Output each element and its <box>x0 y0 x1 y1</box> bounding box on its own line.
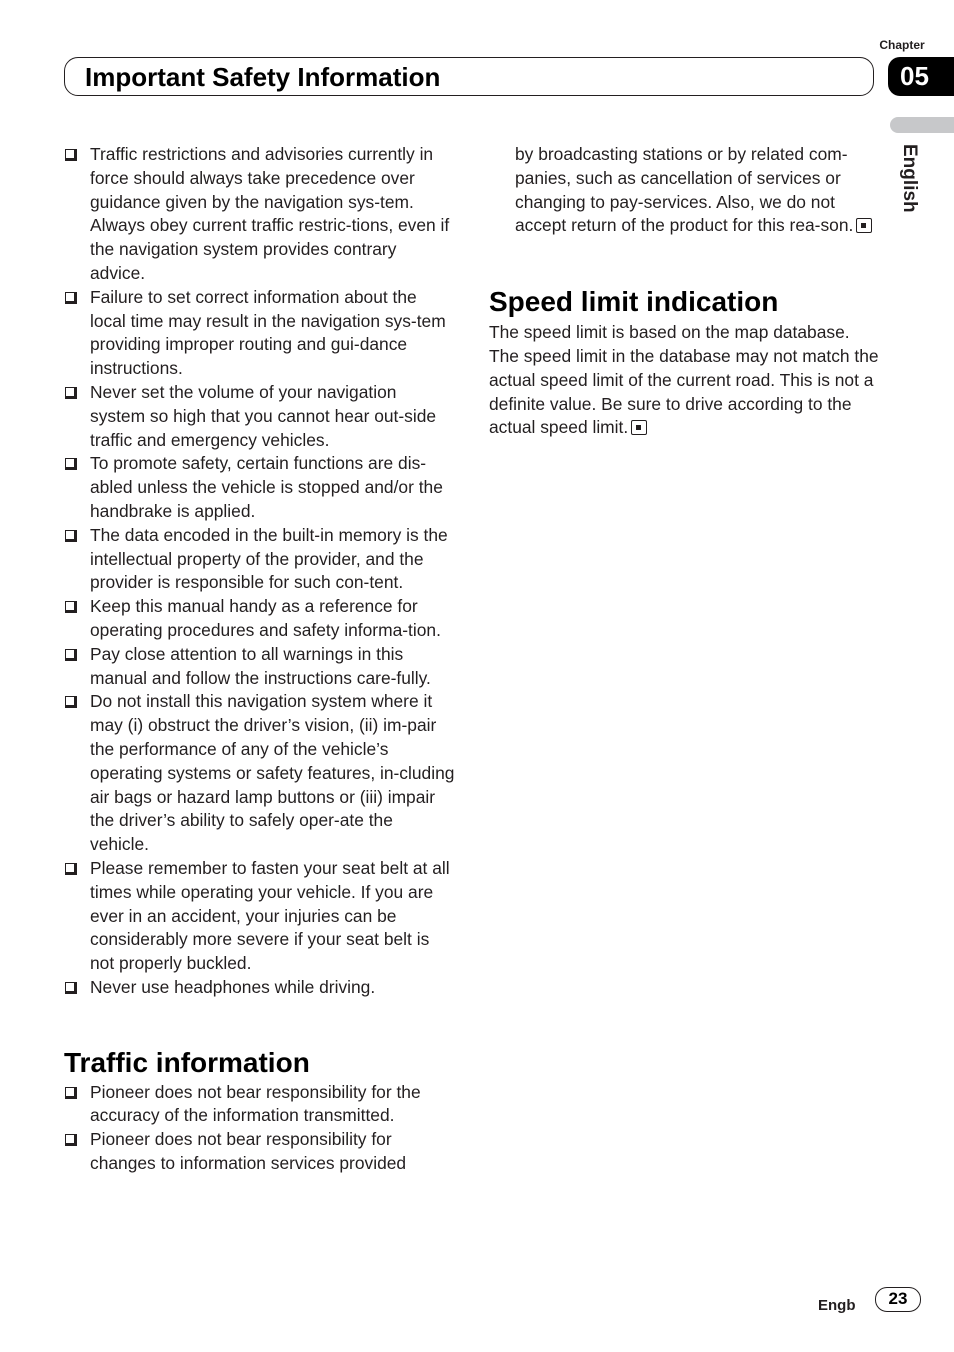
continuation-paragraph: by broadcasting stations or by related com-panies, such as cancellation of services or changing to pay-services. Also, we do not accept return of the product for this rea-son. <box>489 143 879 238</box>
end-of-section-icon <box>856 218 872 233</box>
checkbox-bullet-icon <box>65 649 75 659</box>
list-item: Never use headphones while driving. <box>64 976 456 1000</box>
checkbox-bullet-icon <box>65 982 75 992</box>
checkbox-bullet-icon <box>65 458 75 468</box>
language-tab <box>890 117 954 133</box>
speed-limit-heading: Speed limit indication <box>489 286 779 318</box>
language-label-text: English <box>899 144 920 213</box>
list-item: Keep this manual handy as a reference for operating procedures and safety informa-tion. <box>64 595 456 643</box>
list-item: The data encoded in the built-in memory is the intellectual property of the provider, and the provider is responsible for such con-tent. <box>64 524 456 595</box>
traffic-bullet-list <box>64 1081 456 1176</box>
list-item: Pioneer does not bear responsibility for changes to information services provided <box>64 1128 456 1176</box>
safety-bullet-list <box>64 143 456 1000</box>
chapter-label: Chapter <box>879 38 925 52</box>
list-item: Do not install this navigation system where it may (i) obstruct the driver’s vision, (ii) im-pair the performance of any of the vehicle’s operating systems or safety features, in-cluding air bags or hazard lamp buttons or (iii) impair the driver’s ability to safely oper-ate the vehicle. <box>64 690 456 857</box>
checkbox-bullet-icon <box>65 530 75 540</box>
list-item: Traffic restrictions and advisories currently in force should always take precedence over guidance given by the navigation sys-tem. Always obey current traffic restric-tions, even if the navigation system provides contrary advice. <box>64 143 456 286</box>
list-item: Pioneer does not bear responsibility for the accuracy of the information transmitted. <box>64 1081 456 1129</box>
list-item: Failure to set correct information about the local time may result in the navigation sys-tem providing improper routing and gui-dance instructions. <box>64 286 456 381</box>
language-side-label <box>892 144 932 224</box>
checkbox-bullet-icon <box>65 1087 75 1097</box>
checkbox-bullet-icon <box>65 149 75 159</box>
traffic-information-heading: Traffic information <box>64 1046 310 1078</box>
page-number: 23 <box>875 1287 921 1312</box>
speed-limit-paragraph: The speed limit is based on the map database. The speed limit in the database may not match the actual speed limit of the current road. This is not a definite value. Be sure to drive according to the actual speed limit. <box>489 322 879 438</box>
footer-language-code: Engb <box>818 1297 856 1314</box>
checkbox-bullet-icon <box>65 387 75 397</box>
chapter-number-badge: 05 <box>888 57 954 96</box>
checkbox-bullet-icon <box>65 601 75 611</box>
list-item: Never set the volume of your navigation system so high that you cannot hear out-side traffic and emergency vehicles. <box>64 381 456 452</box>
list-item: To promote safety, certain functions are dis-abled unless the vehicle is stopped and/or the handbrake is applied. <box>64 452 456 523</box>
list-item: Please remember to fasten your seat belt at all times while operating your vehicle. If you are ever in an accident, your injuries can be considerably more severe if your seat belt is not properly buckled. <box>64 857 456 976</box>
right-column <box>489 143 879 440</box>
checkbox-bullet-icon <box>65 292 75 302</box>
page-title: Important Safety Information <box>85 62 441 92</box>
checkbox-bullet-icon <box>65 1134 75 1144</box>
checkbox-bullet-icon <box>65 863 75 873</box>
header-bar <box>64 57 874 96</box>
end-of-section-icon <box>631 420 647 435</box>
list-item: Pay close attention to all warnings in this manual and follow the instructions care-fully. <box>64 643 456 691</box>
left-column <box>64 143 456 1176</box>
checkbox-bullet-icon <box>65 696 75 706</box>
